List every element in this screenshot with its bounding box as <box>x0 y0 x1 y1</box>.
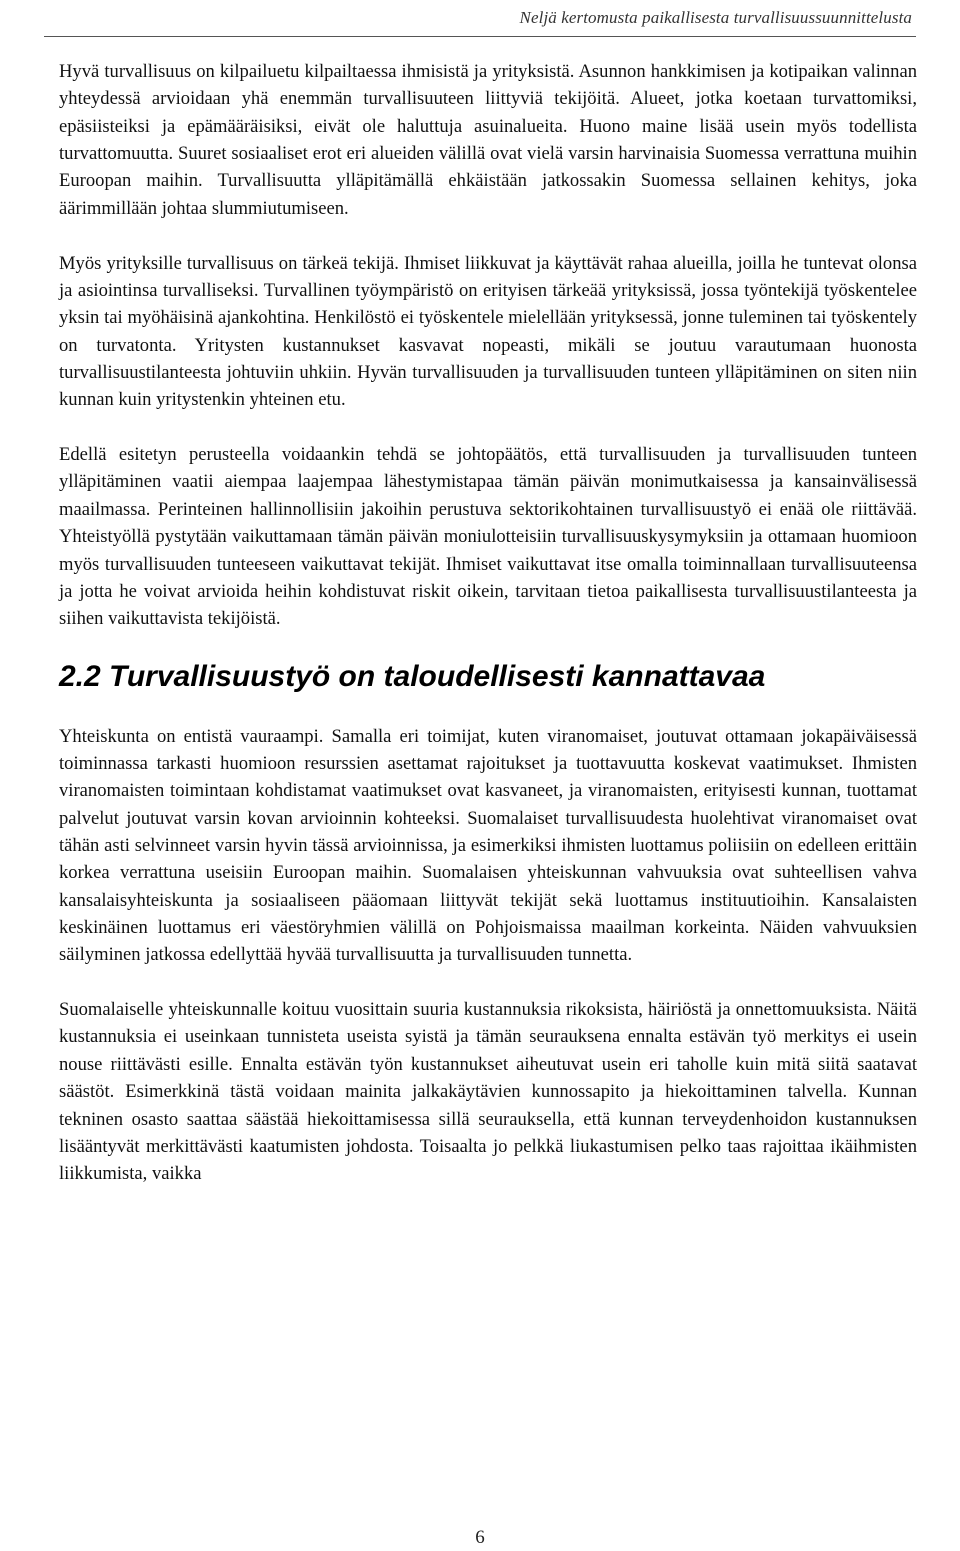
section-heading: 2.2 Turvallisuustyö on taloudellisesti kannattavaa <box>59 659 766 693</box>
page-body <box>59 58 917 1188</box>
section-paragraph: Yhteiskunta on entistä vauraampi. Samalla eri toimijat, kuten viranomaiset, joutuvat ottamaan jokapäiväisessä toiminnassa tarkasti huomioon resurssien asettamat rajoitukset ja tuottavuutta koskevat vaatimukset. Ihmisten viranomaisten toimintaan kohdistamat vaatimukset ovat kasvaneet, ja viranomaisten, erityisesti kunnan, tuottamat palvelut joutuvat varsin kovan arvioinnin kohteeksi. Suomalaiset turvallisuudesta huolehtivat viranomaiset ovat tähän asti selvinneet varsin hyvin tässä arvioinnissa, ja esimerkiksi ihmisten luottamus poliisiin on edelleen erittäin korkea verrattuna useisiin Euroopan maihin. Suomalaisen yhteiskunnan vahvuuksia ovat suhteellisen vahva kansalaisyhteiskunta ja sosiaaliseen pääomaan liittyvät tekijät sekä luottamus instituutioihin. Kansalaisten keskinäinen luottamus eri väestöryhmien välillä on Pohjoismaissa maailman korkeinta. Näiden vahvuuksien säilyminen jatkossa edellyttää hyvää turvallisuutta ja turvallisuuden tunnetta. <box>59 725 917 966</box>
body-paragraph: Myös yrityksille turvallisuus on tärkeä tekijä. Ihmiset liikkuvat ja käyttävät rahaa alueilla, joilla he tuntevat olonsa ja asiointinsa turvalliseksi. Turvallinen työympäristö on erityisen tärkeää yrityksissä, jossa työntekijä työskentelee yksin tai myöhäisinä ajankohtina. Henkilöstö ei työskentele mielellään yrityksessä, jonne tuleminen tai työskentely on turvatonta. Yritysten kustannukset kasvavat nopeasti, mikäli se joutuu varautumaan huonosta turvallisuustilanteesta johtuviin uhkiin. Hyvän turvallisuuden ja turvallisuuden tunteen ylläpitäminen on siten niin kunnan kuin yritystenkin yhteinen etu. <box>59 252 917 411</box>
header-divider <box>44 36 916 37</box>
page-number: 6 <box>475 1527 485 1548</box>
body-paragraph: Hyvä turvallisuus on kilpailuetu kilpailtaessa ihmisistä ja yrityksistä. Asunnon hankkimisen ja kotipaikan valinnan yhteydessä arvioidaan yhä enemmän turvallisuuteen liittyviä tekijöitä. Alueet, jotka koetaan turvattomiksi, epäsiisteiksi ja epämääräisiksi, eivät ole haluttuja asuinalueita. Huono maine lisää usein myös todellista turvattomuutta. Suuret sosiaaliset erot eri alueiden välillä ovat vielä varsin harvinaisia Suomessa verrattuna muihin Euroopan maihin. Turvallisuutta ylläpitämällä ehkäistään jatkossakin Suomessa sellainen kehitys, joka äärimmillään johtaa slummiutumiseen. <box>59 61 917 219</box>
paragraph-spacer <box>59 969 917 997</box>
running-header: Neljä kertomusta paikallisesta turvallisuussuunnittelusta <box>519 8 912 27</box>
section-paragraph: Suomalaiselle yhteiskunnalle koituu vuosittain suuria kustannuksia rikoksista, häiriöstä ja onnettomuuksista. Näitä kustannuksia ei useinkaan tunnisteta useista syistä ja tämän seurauksena ennalta estävän työ merkitys ei usein nouse riittävästi esille. Ennalta estävän työn kustannukset aiheutuvat usein eri taholle kuin mitä siitä saatavat säästöt. Esimerkkinä tästä voidaan mainita jalkakäytävien kunnossapito ja hiekoittaminen talvella. Kunnan tekninen osasto saattaa säästää hiekoittamisessa sillä seurauksella, että kunnan terveydenhoidon kustannuksen lisääntyvät merkittävästi kaatumisten johdosta. Toisaalta jo pelkkä liukastumisen pelko taas rajoittaa ikäihmisten liikkumista, vaikka <box>59 999 917 1185</box>
body-paragraph: Edellä esitetyn perusteella voidaankin tehdä se johtopäätös, että turvallisuuden ja turvallisuuden tunteen ylläpitäminen vaatii aiempaa laajempaa lähestymistapaa tämän päivän monimutkaisessa ja kansainvälisessä maailmassa. Perinteinen hallinnollisiin jakoihin perustuva sektorikohtainen turvallisuustyö ei enää ole riittävää. Yhteistyöllä pystytään vaikuttamaan tämän päivän moniulotteisiin turvallisuuskysymyksiin ja ottamaan huomioon myös turvallisuuden tunteeseen vaikuttavat tekijät. Ihmiset vaikuttavat itse omalla toiminnallaan turvallisuuteensa ja jotta he voivat arvioida heihin kohdistuvat riskit oikein, tarvitaan tietoa paikallisesta turvallisuustilanteesta ja siihen vaikuttavista tekijöistä. <box>59 444 917 630</box>
heading-spacer <box>59 695 917 723</box>
paragraph-spacer <box>59 222 917 250</box>
paragraph-spacer <box>59 414 917 442</box>
